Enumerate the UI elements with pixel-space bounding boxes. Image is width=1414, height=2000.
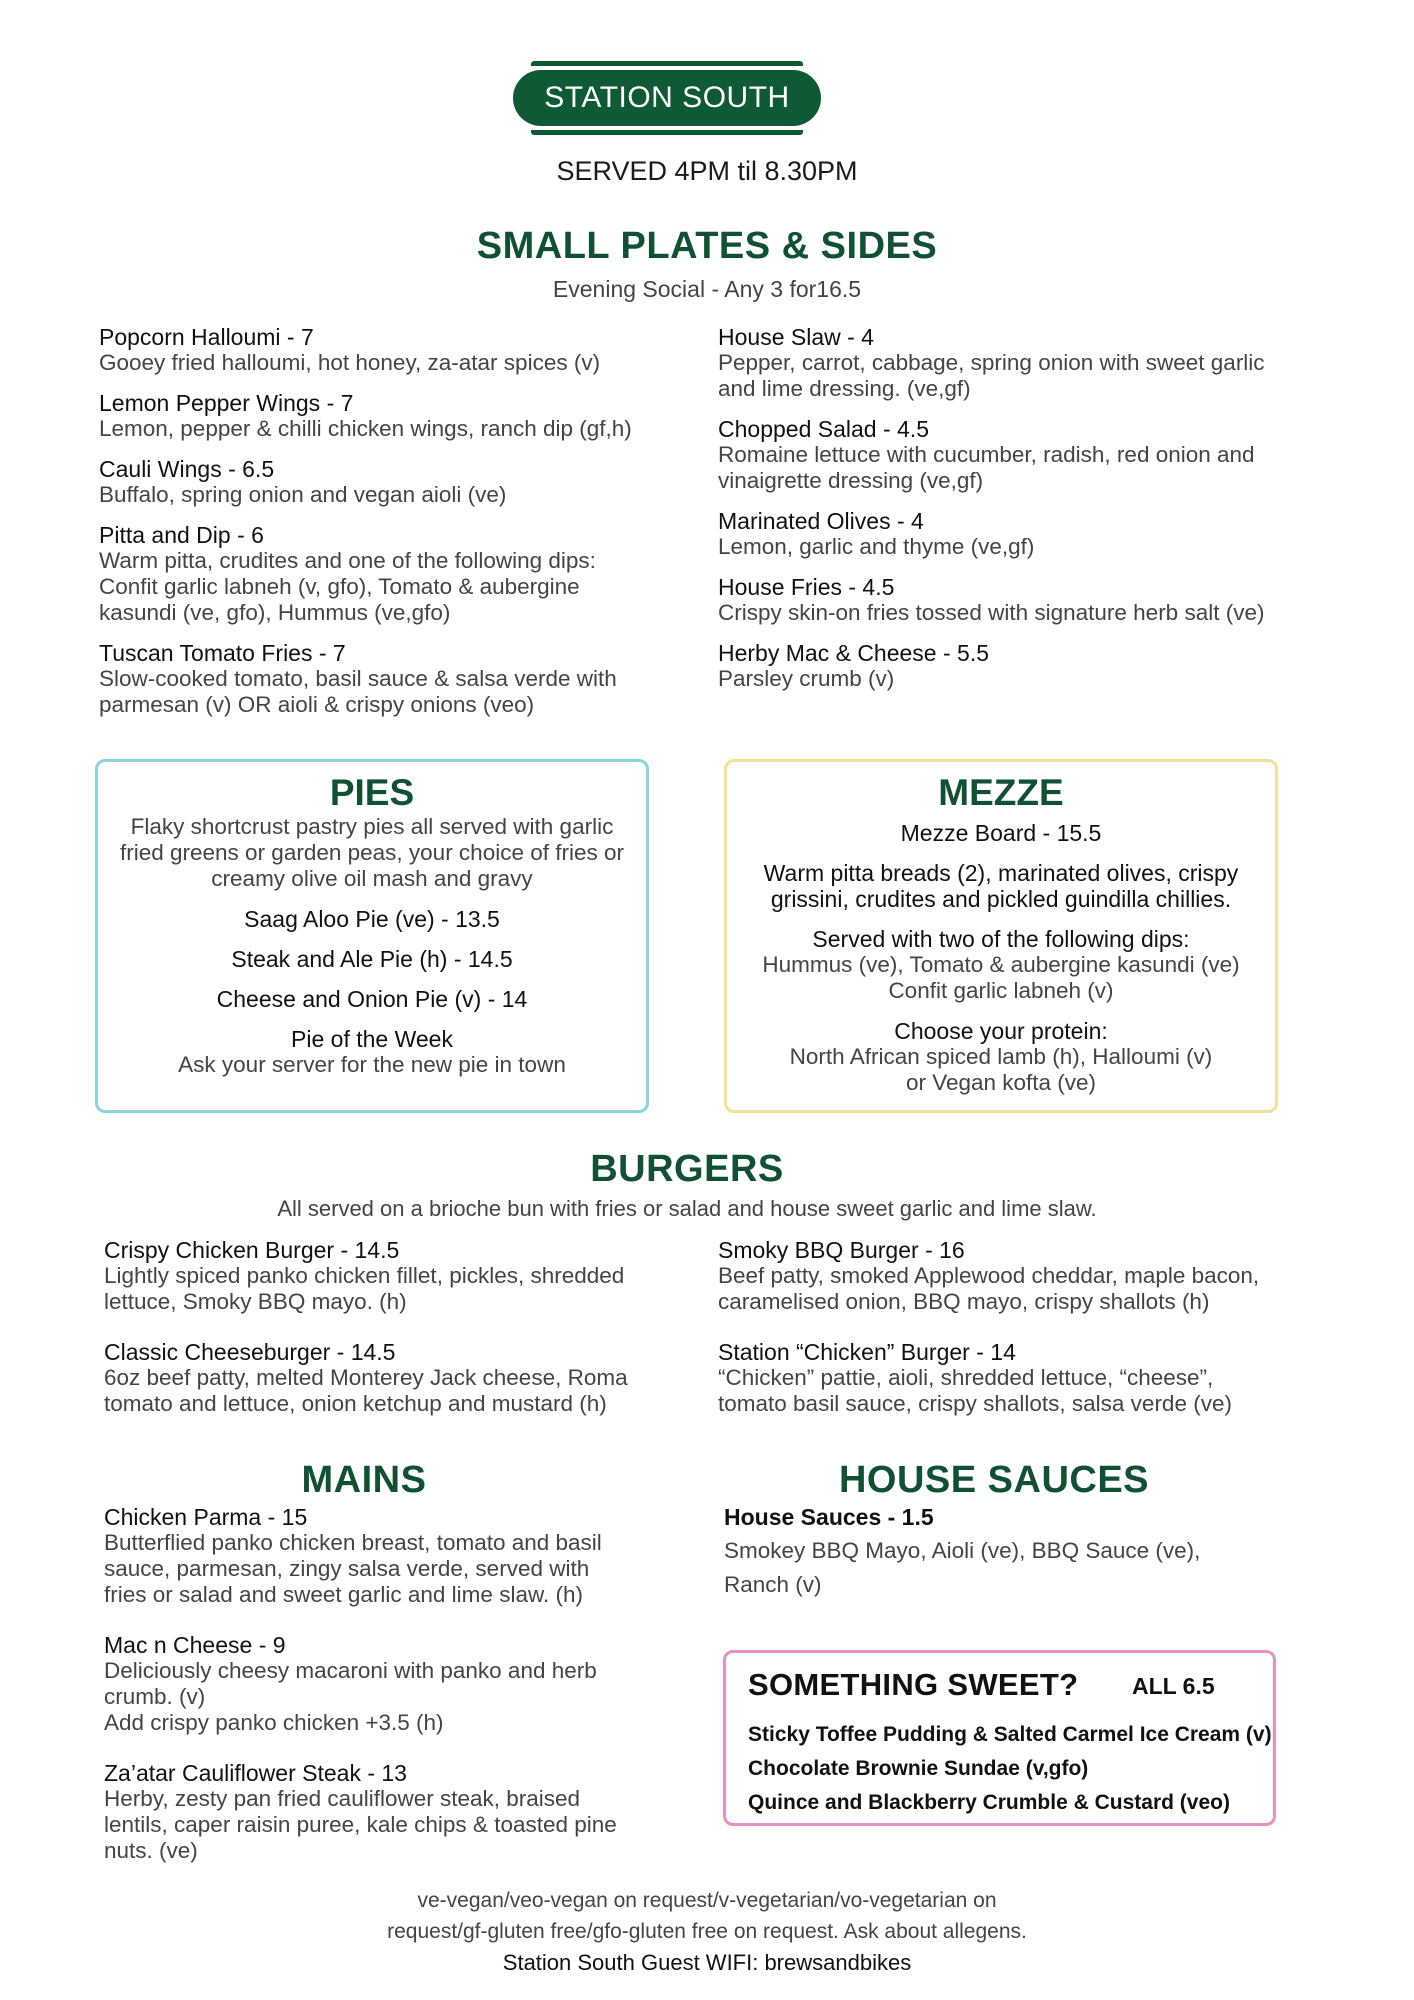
burgers-subtitle: All served on a brioche bun with fries or salad and house sweet garlic and lime slaw. — [277, 1196, 1097, 1221]
menu-item: Pitta and Dip - 6 Warm pitta, crudites and one of the following dips: Confit garlic labneh (v, gfo), Tomato & aubergine kasundi (ve, gfo), Hummus (ve,gfo) — [99, 522, 596, 625]
menu-item: Tuscan Tomato Fries - 7 Slow-cooked tomato, basil sauce & salsa verde with parmesan (v) OR aioli & crispy onions (veo) — [99, 640, 617, 717]
dietary-legend-line: ve-vegan/veo-vegan on request/v-vegetarian/vo-vegetarian on — [417, 1889, 997, 1912]
burgers-title: BURGERS — [590, 1148, 784, 1190]
menu-item: House Sauces - 1.5 Smokey BBQ Mayo, Aioli (ve), BBQ Sauce (ve), Ranch (v) — [724, 1504, 1201, 1597]
menu-item: Za’atar Cauliflower Steak - 13 Herby, zesty pan fried cauliflower steak, braised lentils, caper raisin puree, kale chips & toasted pine nuts. (ve) — [104, 1760, 617, 1863]
menu-item: Mac n Cheese - 9 Deliciously cheesy macaroni with panko and herb crumb. (v) Add crispy panko chicken +3.5 (h) — [104, 1632, 597, 1735]
wifi-info: Station South Guest WIFI: brewsandbikes — [502, 1950, 912, 1975]
menu-item: Classic Cheeseburger - 14.5 6oz beef patty, melted Monterey Jack cheese, Roma tomato and lettuce, onion ketchup and mustard (h) — [104, 1339, 628, 1416]
mezze-dips-line: Hummus (ve), Tomato & aubergine kasundi (ve) — [762, 952, 1240, 977]
pie-item: Cheese and Onion Pie (v) - 14 — [216, 986, 528, 1012]
menu-item: House Fries - 4.5 Crispy skin-on fries tossed with signature herb salt (ve) — [718, 574, 1265, 625]
menu-item: Smoky BBQ Burger - 16 Beef patty, smoked Applewood cheddar, maple bacon, caramelised onion, BBQ mayo, crispy shallots (h) — [718, 1237, 1260, 1314]
pie-item: Saag Aloo Pie (ve) - 13.5 — [244, 906, 500, 932]
mezze-protein-line: or Vegan kofta (ve) — [905, 1070, 1097, 1095]
pies-intro: Flaky shortcrust pastry pies all served with garlic fried greens or garden peas, your choice of fries or creamy olive oil mash and gravy — [119, 814, 625, 891]
served-hours: SERVED 4PM til 8.30PM — [556, 156, 858, 186]
sauces-column — [724, 1504, 1284, 1602]
something-sweet-box — [723, 1650, 1276, 1826]
burgers-right-column — [718, 1237, 1283, 1417]
menu-item: Popcorn Halloumi - 7 Gooey fried halloumi, hot honey, za-atar spices (v) — [99, 324, 601, 375]
small-plates-left-column — [99, 324, 659, 718]
mezze-content — [727, 820, 1275, 1096]
pies-content — [98, 814, 646, 1078]
pie-item: Steak and Ale Pie (h) - 14.5 — [231, 946, 513, 972]
mezze-board: Mezze Board - 15.5 — [900, 820, 1102, 846]
mezze-board-desc: Warm pitta breads (2), marinated olives, crispy grissini, crudites and pickled guindilla chillies. — [763, 860, 1239, 912]
menu-item: Marinated Olives - 4 Lemon, garlic and thyme (ve,gf) — [718, 508, 1035, 559]
menu-item: House Slaw - 4 Pepper, carrot, cabbage, spring onion with sweet garlic and lime dressing. (ve,gf) — [718, 324, 1265, 401]
mezze-protein-line: North African spiced lamb (h), Halloumi (v) — [789, 1044, 1213, 1069]
mains-column — [104, 1504, 634, 1864]
mezze-dips-title: Served with two of the following dips: — [812, 926, 1190, 952]
mezze-protein-title: Choose your protein: — [894, 1018, 1108, 1044]
sweet-items — [748, 1718, 1272, 1820]
burgers-left-column — [104, 1237, 644, 1417]
sweet-item: Sticky Toffee Pudding & Salted Carmel Ice Cream (v) — [748, 1723, 1272, 1746]
sweet-title: SOMETHING SWEET? — [748, 1667, 1079, 1702]
mezze-title: MEZZE — [938, 772, 1064, 813]
menu-item: Station “Chicken” Burger - 14 “Chicken” pattie, aioli, shredded lettuce, “cheese”, tomato basil sauce, crispy shallots, salsa verde (ve) — [718, 1339, 1232, 1416]
menu-item: Cauli Wings - 6.5 Buffalo, spring onion and vegan aioli (ve) — [99, 456, 507, 507]
menu-item: Lemon Pepper Wings - 7 Lemon, pepper & chilli chicken wings, ranch dip (gf,h) — [99, 390, 632, 441]
mains-title: MAINS — [301, 1459, 427, 1501]
small-plates-title: SMALL PLATES & SIDES — [476, 225, 938, 267]
pies-title: PIES — [329, 772, 415, 813]
sweet-item: Chocolate Brownie Sundae (v,gfo) — [748, 1757, 1089, 1780]
small-plates-right-column — [718, 324, 1278, 692]
dietary-legend-line: request/gf-gluten free/gfo-gluten free on request. Ask about allegens. — [387, 1920, 1027, 1943]
pies-box — [95, 759, 649, 1113]
sauces-title: HOUSE SAUCES — [838, 1459, 1150, 1501]
menu-item: Crispy Chicken Burger - 14.5 Lightly spiced panko chicken fillet, pickles, shredded lettuce, Smoky BBQ mayo. (h) — [104, 1237, 625, 1314]
menu-item: Chopped Salad - 4.5 Romaine lettuce with cucumber, radish, red onion and vinaigrette dressing (ve,gf) — [718, 416, 1255, 493]
station-south-logo — [513, 70, 821, 126]
mezze-dips-line: Confit garlic labneh (v) — [888, 978, 1114, 1003]
sweet-price: ALL 6.5 — [1132, 1673, 1215, 1699]
menu-item: Chicken Parma - 15 Butterflied panko chicken breast, tomato and basil sauce, parmesan, zingy salsa verde, served with fries or salad and sweet garlic and lime slaw. (h) — [104, 1504, 602, 1607]
sweet-item: Quince and Blackberry Crumble & Custard (veo) — [748, 1791, 1230, 1814]
footer — [0, 1885, 1414, 1978]
menu-item: Herby Mac & Cheese - 5.5 Parsley crumb (v) — [718, 640, 990, 691]
logo-text: STATION SOUTH — [544, 81, 790, 114]
mezze-box — [724, 759, 1278, 1113]
pie-of-week-title: Pie of the Week — [291, 1026, 453, 1052]
pie-of-week-desc: Ask your server for the new pie in town — [178, 1052, 566, 1077]
small-plates-subtitle: Evening Social - Any 3 for16.5 — [552, 276, 862, 302]
